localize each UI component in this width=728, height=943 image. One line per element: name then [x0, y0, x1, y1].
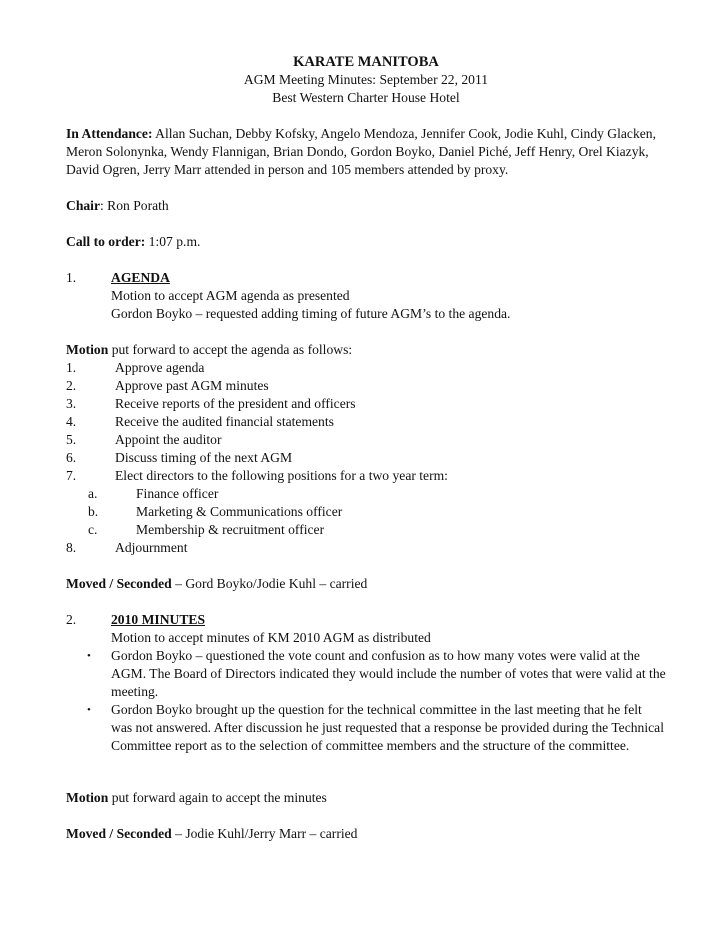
section-heading: AGENDA: [111, 270, 170, 285]
list-item: 1. Approve agenda: [66, 360, 205, 375]
bullet-item: [66, 701, 666, 755]
section-line: Motion to accept minutes of KM 2010 AGM as distributed: [111, 630, 431, 645]
moved-seconded-line: [66, 825, 666, 843]
bullet-text: Gordon Boyko – questioned the vote count and confusion as to how many votes were valid at the AGM. The Board of Directors indicated they would include the number of votes that were valid at the meeting.: [111, 648, 666, 699]
section-2: [66, 611, 666, 647]
call-to-order-label: Call to order:: [66, 234, 146, 249]
list-item: 3. Receive reports of the president and officers: [66, 396, 356, 411]
section-number: 2.: [66, 612, 77, 627]
org-title: KARATE MANITOBA: [293, 54, 439, 70]
chair-text: : Ron Porath: [99, 198, 169, 213]
moved-seconded-text: – Gord Boyko/Jodie Kuhl – carried: [171, 576, 368, 591]
motion-line: [66, 341, 666, 359]
list-item: 4. Receive the audited financial statements: [66, 414, 334, 429]
list-item: 5. Appoint the auditor: [66, 432, 222, 447]
section-line: Motion to accept AGM agenda as presented: [111, 288, 350, 303]
sub-list-item: c. Membership & recruitment officer: [88, 522, 325, 537]
motion-line: [66, 789, 666, 807]
list-item: 6. Discuss timing of the next AGM: [66, 450, 293, 465]
motion-label: Motion: [66, 342, 109, 357]
attendance-text: Allan Suchan, Debby Kofsky, Angelo Mendoza, Jennifer Cook, Jodie Kuhl, Cindy Glacken, Meron Solonynka, Wendy Flannigan, Brian Dondo, Gordon Boyko, Daniel Piché, Jeff Henry, Orel Kiazyk, David Ogren, Jerry Marr attended in person and 105 members attended by proxy.: [66, 126, 656, 177]
chair-label: Chair: [66, 198, 100, 213]
motion-label: Motion: [66, 790, 109, 805]
section-1: [66, 269, 666, 323]
moved-seconded-label: Moved / Seconded: [66, 826, 172, 841]
list-item: 8. Adjournment: [66, 540, 188, 555]
call-to-order-text: 1:07 p.m.: [145, 234, 201, 249]
document-page: [66, 53, 666, 843]
sub-list-item: b. Marketing & Communications officer: [88, 504, 343, 519]
motion-text: put forward again to accept the minutes: [108, 790, 327, 805]
sub-list-item: a. Finance officer: [88, 486, 219, 501]
section-line: Gordon Boyko – requested adding timing of future AGM’s to the agenda.: [111, 306, 511, 321]
agenda-list: [66, 359, 666, 557]
bullet-icon: •: [87, 704, 91, 716]
meeting-location: Best Western Charter House Hotel: [272, 90, 460, 105]
motion-text: put forward to accept the agenda as follows:: [108, 342, 353, 357]
moved-seconded-label: Moved / Seconded: [66, 576, 172, 591]
bullet-text: Gordon Boyko brought up the question for the technical committee in the last meeting that he felt was not answered. After discussion he just requested that a response be provided during the Technical Committee report as to the selection of committee members and the structure of the committee.: [111, 702, 664, 753]
moved-seconded-text: – Jodie Kuhl/Jerry Marr – carried: [171, 826, 358, 841]
attendance-paragraph: [66, 125, 666, 179]
attendance-label: In Attendance:: [66, 126, 153, 141]
list-item: 2. Approve past AGM minutes: [66, 378, 269, 393]
section-number: 1.: [66, 270, 77, 285]
moved-seconded-line: [66, 575, 666, 593]
chair-line: [66, 197, 666, 215]
bullet-icon: •: [87, 650, 91, 662]
section-heading: 2010 MINUTES: [111, 612, 206, 627]
list-item: 7. Elect directors to the following positions for a two year term:: [66, 468, 448, 483]
bullet-item: [66, 647, 666, 701]
meeting-subtitle: AGM Meeting Minutes: September 22, 2011: [243, 72, 489, 87]
call-to-order-line: [66, 233, 666, 251]
